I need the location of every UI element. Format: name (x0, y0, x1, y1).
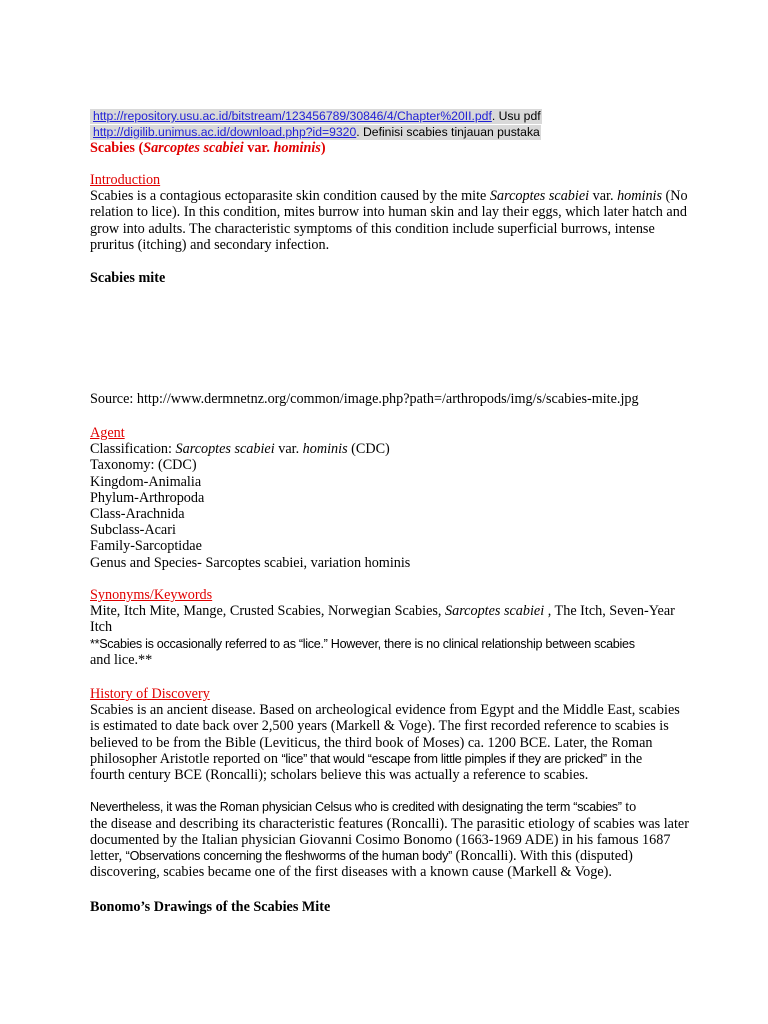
reference-line-1 (90, 109, 542, 123)
variety-name: hominis (617, 188, 662, 205)
text-run: var. (589, 188, 618, 205)
reference-note: . Definisi scabies tinjauan pustaka (356, 125, 540, 139)
variety-name: hominis (302, 441, 348, 458)
synonyms-line (90, 603, 690, 619)
document-title (90, 140, 690, 156)
synonyms-note: **Scabies is occasionally referred to as “lice.” However, there is no clinical relationship between scabies (90, 636, 635, 651)
text-run: var. (274, 441, 303, 458)
quote-run: Nevertheless, it was the Roman physician Celsus who is credited with designating the term “scabies” (90, 800, 622, 815)
agent-section (90, 425, 690, 571)
history-heading: History of Discovery (90, 686, 210, 702)
introduction-heading: Introduction (90, 172, 161, 188)
scabies-mite-heading: Scabies mite (90, 270, 166, 286)
text-run: letter, (90, 848, 126, 865)
text-run: , The Itch, Seven-Year (544, 603, 675, 620)
reference-link[interactable]: http://digilib.unimus.ac.id/download.php?id=9320 (93, 125, 357, 139)
taxonomy-line: Kingdom-Animalia (90, 473, 202, 490)
reference-link[interactable]: http://repository.usu.ac.id/bitstream/123456789/30846/4/Chapter%20II.pdf (93, 109, 492, 123)
taxonomy-line: Phylum-Arthropoda (90, 489, 205, 506)
introduction-line: relation to lice). In this condition, mites burrow into human skin and lay their eggs, which later hatch and (90, 204, 687, 221)
title-variety: hominis (273, 140, 321, 156)
introduction-line: pruritus (itching) and secondary infection. (90, 236, 330, 253)
classification-line (90, 441, 690, 457)
taxonomy-line: Family-Sarcoptidae (90, 538, 202, 555)
text-run: (Roncalli). With this (disputed) (451, 848, 633, 865)
history-line (90, 751, 690, 767)
history-line: discovering, scabies became one of the first diseases with a known cause (Markell & Voge). (90, 864, 612, 881)
text-run: in the (606, 750, 643, 767)
text-run: to (621, 799, 637, 816)
text-run: philosopher Aristotle reported on (90, 750, 282, 767)
text-run: Classification: (90, 441, 176, 458)
bonomo-drawings-heading: Bonomo’s Drawings of the Scabies Mite (90, 899, 331, 915)
synonyms-section (90, 587, 690, 668)
text-run: (No (662, 188, 688, 205)
text-run: Mite, Itch Mite, Mange, Crusted Scabies, Norwegian Scabies, (90, 603, 445, 620)
reference-highlight (90, 125, 541, 140)
synonyms-heading: Synonyms/Keywords (90, 587, 213, 603)
reference-highlight (90, 109, 542, 124)
agent-heading: Agent (90, 425, 125, 441)
species-name: Sarcoptes scabiei (445, 603, 545, 620)
taxonomy-line: Subclass-Acari (90, 522, 176, 539)
text-run: (CDC) (347, 441, 390, 458)
quote-run: “lice” that would “escape from little pimples if they are pricked” (281, 751, 607, 766)
title-var: var. (243, 140, 274, 156)
taxonomy-line: Class-Arachnida (90, 506, 185, 523)
history-line: fourth century BCE (Roncalli); scholars believe this was actually a reference to scabies. (90, 767, 589, 784)
synonyms-note: and lice.** (90, 651, 153, 668)
history-line: is estimated to date back over 2,500 years (Markell & Voge). The first recorded reference to scabies is (90, 718, 669, 735)
reference-line-2 (90, 125, 541, 139)
synonyms-line: Itch (90, 619, 113, 636)
quote-run: “Observations concerning the fleshworms of the human body” (125, 849, 452, 864)
history-line: believed to be from the Bible (Leviticus, the third book of Moses) ca. 1200 BCE. Later, the Roman (90, 734, 653, 751)
history-line: documented by the Italian physician Giovanni Cosimo Bonomo (1663-1969 ADE) in his famous 1687 (90, 831, 671, 848)
species-name: Sarcoptes scabiei (175, 441, 275, 458)
introduction-section (90, 172, 690, 253)
history-section (90, 686, 690, 880)
introduction-line: grow into adults. The characteristic symptoms of this condition include superficial burrows, intense (90, 220, 655, 237)
image-source: Source: http://www.dermnetnz.org/common/image.php?path=/arthropods/img/s/scabies-mite.jpg (90, 391, 639, 407)
reference-note: . Usu pdf (491, 109, 541, 123)
history-line: Scabies is an ancient disease. Based on archeological evidence from Egypt and the Middle East, scabies (90, 702, 680, 719)
title-species: Sarcoptes scabiei (143, 140, 244, 156)
introduction-line (90, 188, 690, 204)
species-name: Sarcoptes scabiei (489, 188, 590, 205)
paragraph-spacer (90, 783, 690, 799)
text-run: Scabies is a contagious ectoparasite skin condition caused by the mite (90, 188, 490, 205)
history-line (90, 799, 690, 815)
history-line: the disease and describing its characteristic features (Roncalli). The parasitic etiology of scabies was later (90, 815, 689, 832)
taxonomy-line: Taxonomy: (CDC) (90, 457, 197, 474)
title-text: Scabies ( (90, 140, 144, 156)
title-close: ) (320, 140, 326, 156)
taxonomy-line: Genus and Species- Sarcoptes scabiei, variation hominis (90, 554, 411, 571)
history-line (90, 848, 690, 864)
